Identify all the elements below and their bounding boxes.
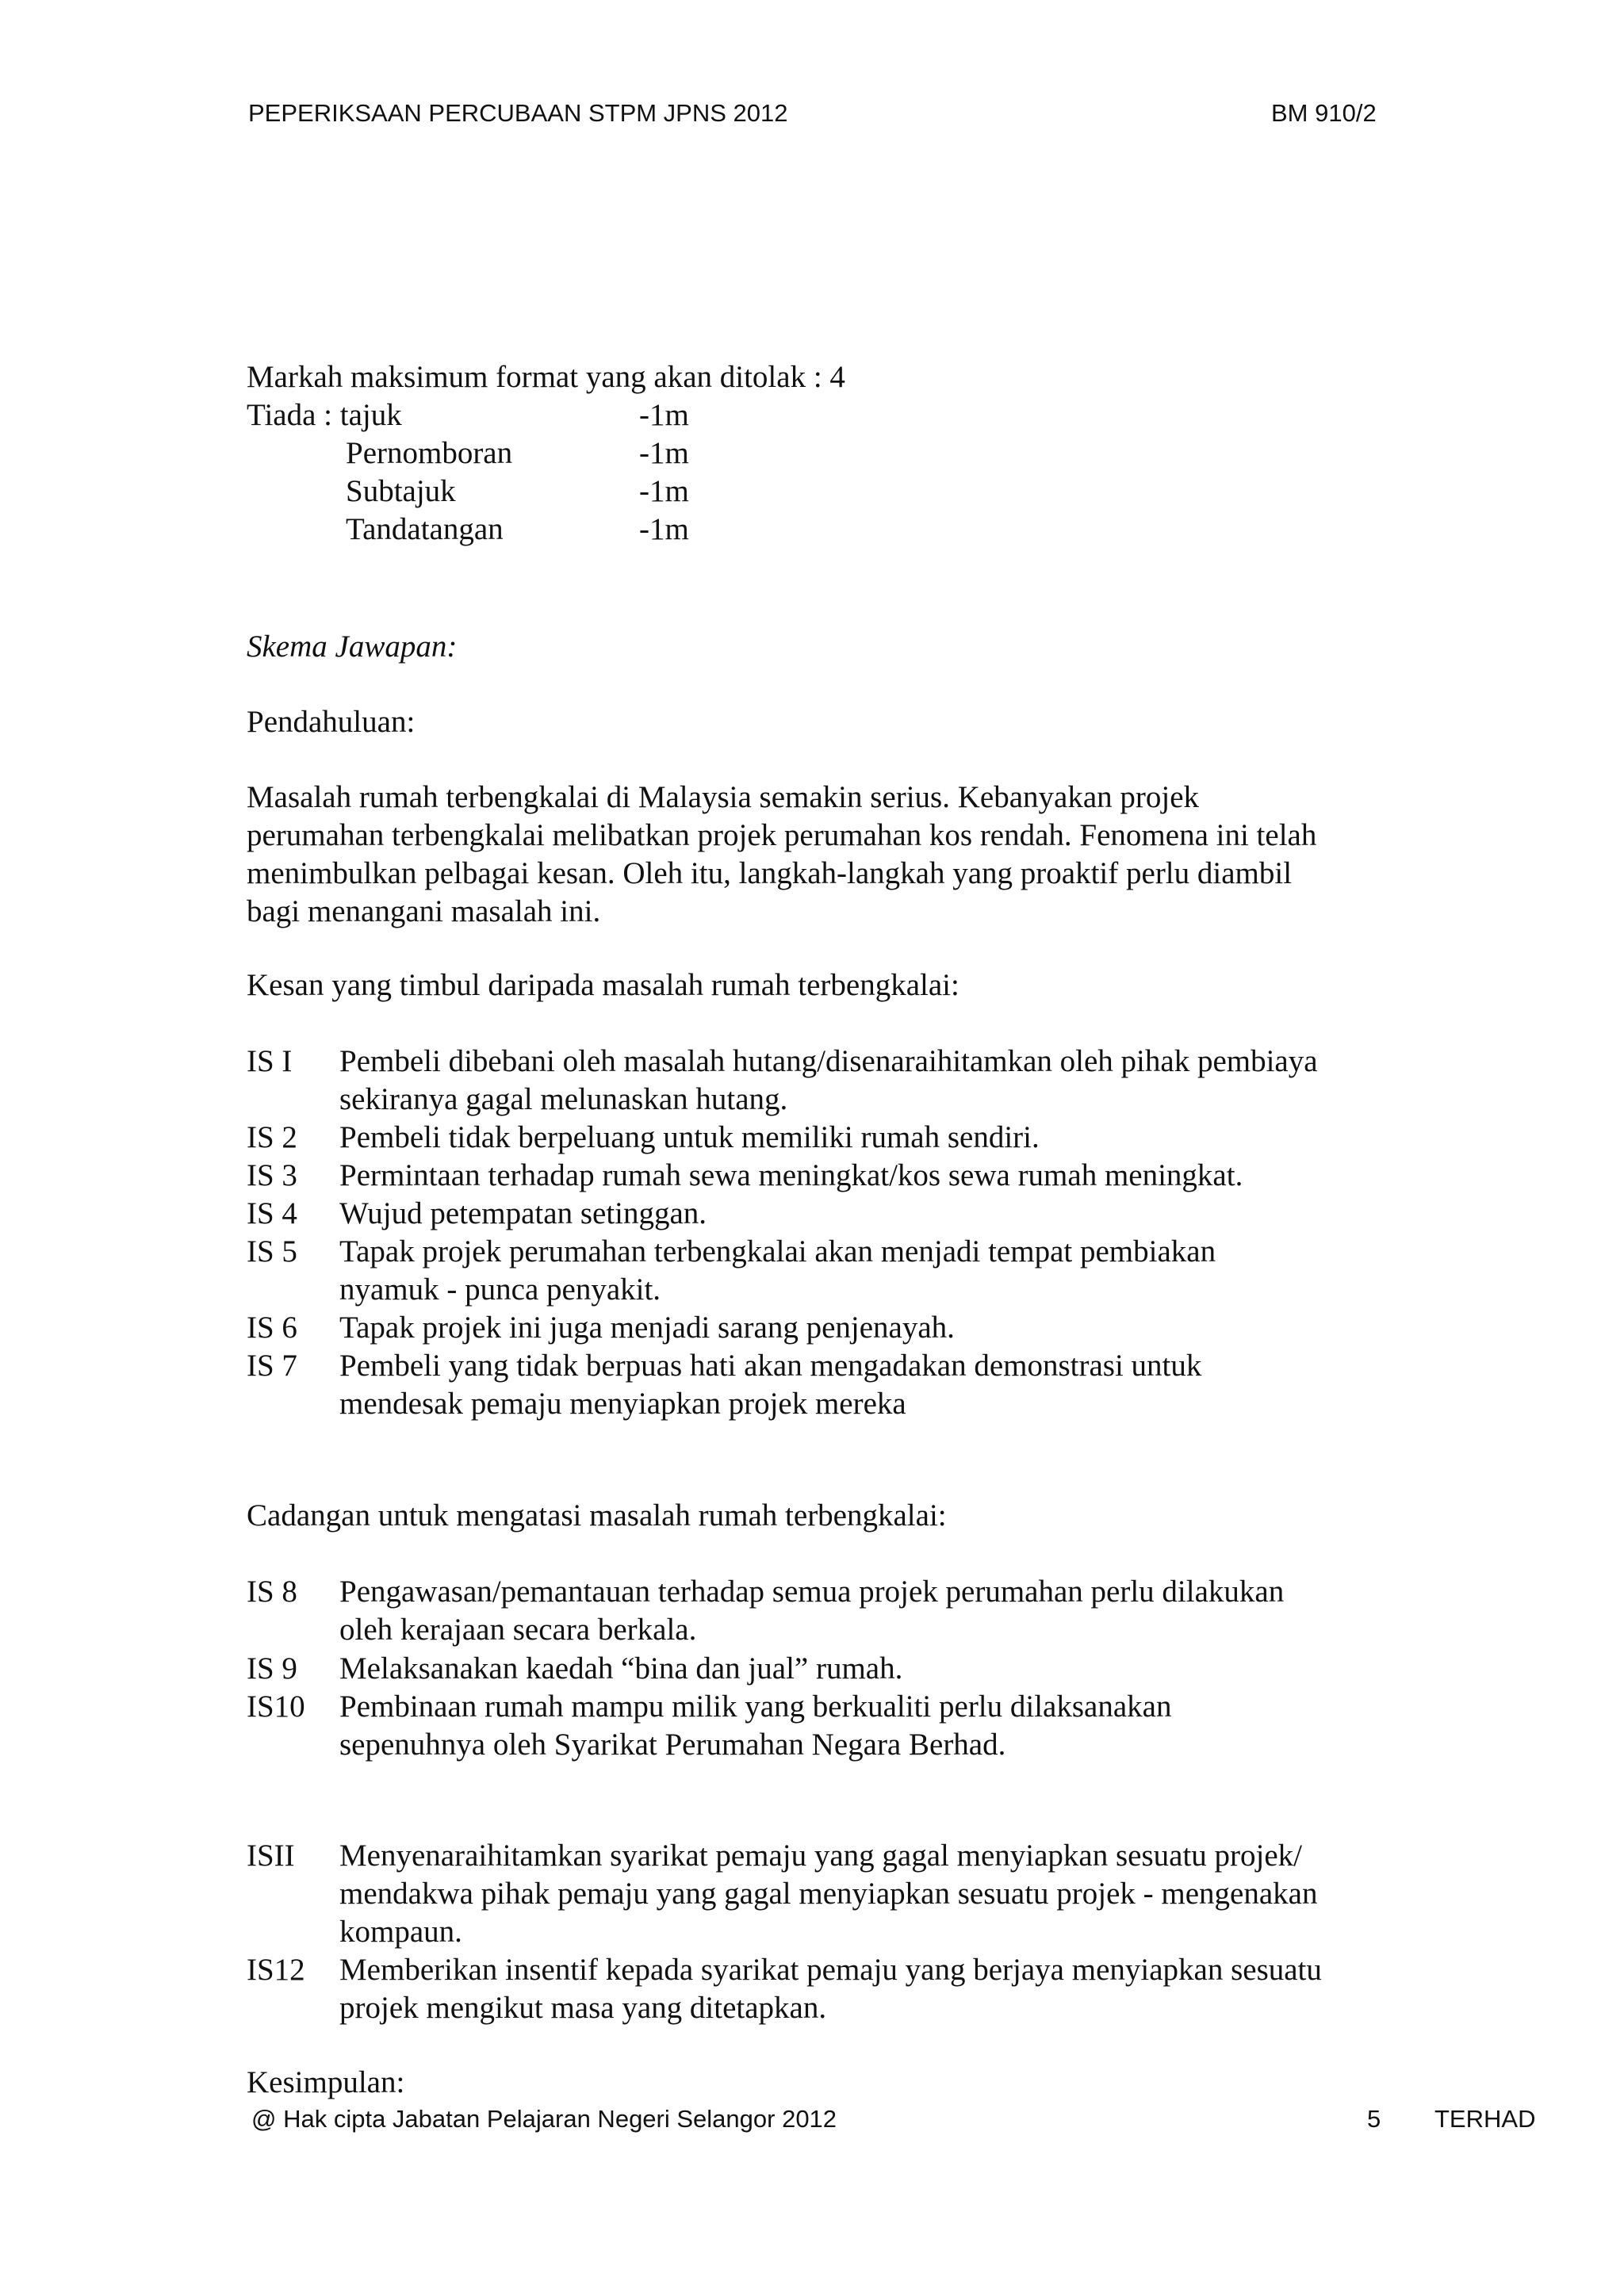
list-item <box>247 1573 1404 1649</box>
item-text: Permintaan terhadap rumah sewa meningkat/kos sewa rumah meningkat. <box>339 1158 1243 1192</box>
format-row-value: -1m <box>639 398 689 432</box>
item-text: Pembeli tidak berpeluang untuk memiliki rumah sendiri. <box>339 1120 1040 1154</box>
footer-copyright: @ Hak cipta Jabatan Pelajaran Negeri Selangor 2012 <box>251 2105 837 2133</box>
item-code: IS12 <box>247 1953 305 1987</box>
item-text: Pembeli yang tidak berpuas hati akan mengadakan demonstrasi untuk mendesak pemaju menyiapkan projek mereka <box>339 1349 1202 1421</box>
item-text: Tapak projek perumahan terbengkalai akan menjadi tempat pembiakan nyamuk - punca penyakit. <box>339 1234 1216 1307</box>
item-code: IS 8 <box>247 1575 297 1609</box>
item-code: IS 9 <box>247 1651 297 1686</box>
footer-classification: TERHAD <box>1434 2105 1536 2133</box>
list-item <box>247 1157 1404 1195</box>
format-row-label: Tandatangan <box>346 512 504 546</box>
scheme-title: Skema Jawapan: <box>247 629 458 664</box>
header-exam-title: PEPERIKSAAN PERCUBAAN STPM JPNS 2012 <box>248 99 788 127</box>
list-item <box>247 1650 1404 1688</box>
format-heading-text: Markah maksimum format yang akan ditolak : 4 <box>247 360 845 394</box>
format-row-label: Subtajuk <box>346 474 456 508</box>
item-code: IS 6 <box>247 1311 297 1345</box>
list-item <box>247 1688 1404 1764</box>
item-code: IS 7 <box>247 1349 297 1383</box>
item-text: Wujud petempatan setinggan. <box>339 1196 707 1230</box>
item-code: IS 2 <box>247 1120 297 1154</box>
item-text: Melaksanakan kaedah “bina dan jual” rumah. <box>339 1651 903 1686</box>
list-item <box>247 1233 1404 1309</box>
format-row-label: Pernomboran <box>346 436 513 470</box>
item-code: IS 5 <box>247 1234 297 1269</box>
list-item <box>247 1309 1404 1347</box>
suggestions-heading: Cadangan untuk mengatasi masalah rumah terbengkalai: <box>247 1498 947 1533</box>
item-text: Pembeli dibebani oleh masalah hutang/disenaraihitamkan oleh pihak pembiaya sekiranya gagal melunaskan hutang. <box>339 1044 1318 1116</box>
item-code: IS I <box>247 1044 293 1078</box>
item-text: Pengawasan/pemantauan terhadap semua projek perumahan perlu dilakukan oleh kerajaan secara berkala. <box>339 1575 1285 1647</box>
item-code: IS10 <box>247 1689 305 1724</box>
format-row-value: -1m <box>639 512 689 546</box>
format-row-value: -1m <box>639 436 689 470</box>
item-code: ISII <box>247 1839 295 1873</box>
item-code: IS 3 <box>247 1158 297 1192</box>
item-text: Pembinaan rumah mampu milik yang berkualiti perlu dilaksanakan sepenuhnya oleh Syarikat Perumahan Negara Berhad. <box>339 1689 1172 1762</box>
list-item <box>247 1837 1404 1951</box>
format-row-label: Tiada : tajuk <box>247 398 402 432</box>
footer-page-number: 5 <box>1367 2105 1381 2133</box>
format-row-value: -1m <box>639 474 689 508</box>
header-paper-code: BM 910/2 <box>1271 99 1377 127</box>
item-text: Memberikan insentif kepada syarikat pemaju yang berjaya menyiapkan sesuatu projek mengikut masa yang ditetapkan. <box>339 1953 1322 2025</box>
item-code: IS 4 <box>247 1196 297 1230</box>
effects-heading: Kesan yang timbul daripada masalah rumah terbengkalai: <box>247 968 959 1002</box>
intro-paragraph: Masalah rumah terbengkalai di Malaysia semakin serius. Kebanyakan projek perumahan terbengkalai melibatkan projek perumahan kos rendah. Fenomena ini telah menimbulkan pelbagai kesan. Oleh itu, langkah-langkah yang proaktif perlu diambil bagi menangani masalah ini. <box>247 780 1317 928</box>
list-item <box>247 1951 1404 2027</box>
list-item <box>247 1119 1404 1157</box>
item-text: Tapak projek ini juga menjadi sarang penjenayah. <box>339 1311 955 1345</box>
conclusion-heading: Kesimpulan: <box>247 2065 405 2099</box>
list-item <box>247 1043 1404 1119</box>
intro-heading: Pendahuluan: <box>247 705 416 739</box>
item-text: Menyenaraihitamkan syarikat pemaju yang gagal menyiapkan sesuatu projek/ mendakwa pihak pemaju yang gagal menyiapkan sesuatu projek - mengenakan kompaun. <box>339 1839 1318 1949</box>
list-item <box>247 1195 1404 1233</box>
list-item <box>247 1347 1404 1423</box>
